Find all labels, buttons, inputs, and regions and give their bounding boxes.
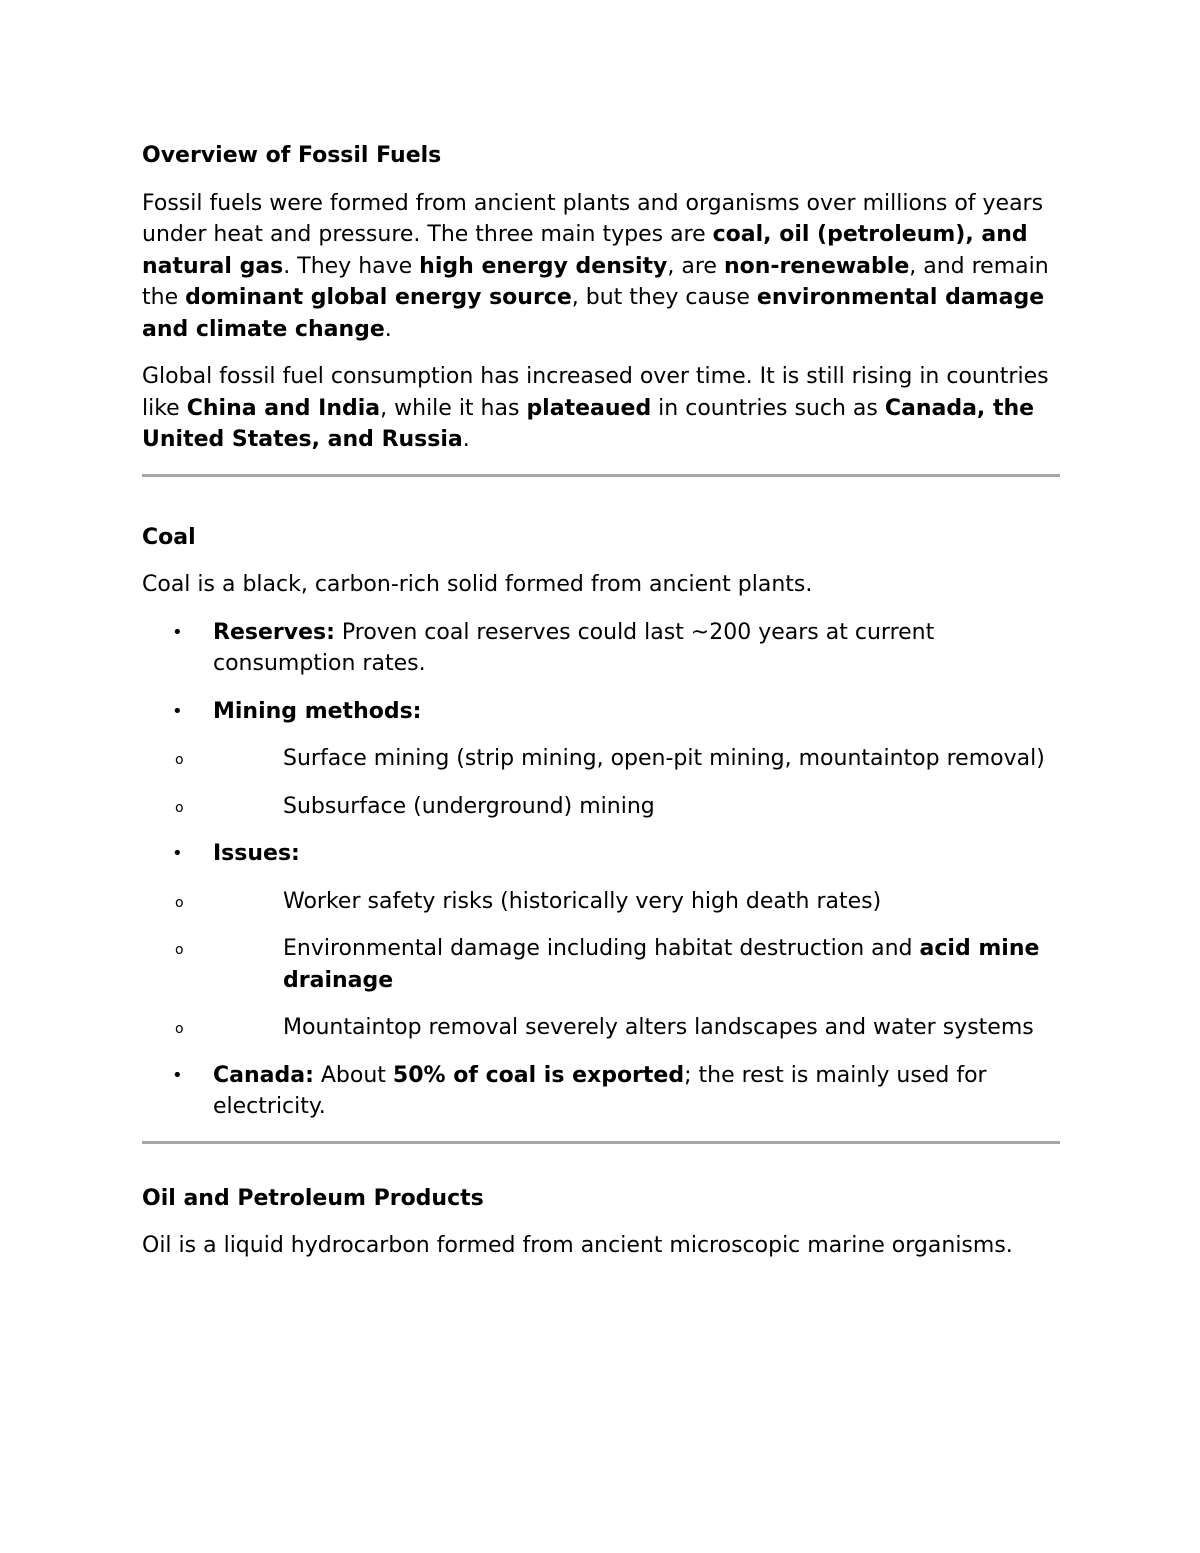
issues-sublist: [175, 886, 1060, 1044]
sublist-item: [142, 791, 1060, 823]
item-label: Canada:: [213, 1062, 314, 1088]
sublist-item-text: Mountaintop removal severely alters landscapes and water systems: [283, 1015, 1034, 1040]
sub-bullet-icon: o: [175, 942, 184, 958]
bold-run: Canada, the United States, and Russia: [142, 395, 1035, 452]
item-label: Issues:: [213, 841, 300, 866]
text-run: About: [313, 1062, 393, 1088]
text-run: , while it has: [380, 395, 527, 421]
text-run: .: [462, 427, 470, 452]
sublist-item: [142, 743, 1060, 775]
oil-intro: Oil is a liquid hydrocarbon formed from ancient microscopic marine organisms.: [142, 1233, 1013, 1258]
bullet-icon: •: [172, 700, 183, 722]
list-item-mining-methods: [142, 696, 1060, 823]
text-run: ; the rest is mainly used for electricity.: [213, 1062, 987, 1119]
coal-intro: Coal is a black, carbon-rich solid formed from ancient plants.: [142, 572, 813, 597]
section-heading-overview: Overview of Fossil Fuels: [142, 143, 442, 168]
sublist-item-text: Surface mining (strip mining, open-pit mining, mountaintop removal): [283, 746, 1045, 771]
bold-run: environmental damage and climate change: [142, 285, 1045, 342]
text-run: , and remain the: [142, 253, 1049, 310]
overview-paragraph-2: [142, 361, 1060, 456]
text-run: Environmental damage including habitat destruction and: [283, 936, 920, 961]
document-page: [142, 140, 1060, 1278]
sub-bullet-icon: o: [175, 894, 184, 911]
sublist-item: [142, 933, 1060, 996]
text-run: Global fossil fuel consumption has increased over time. It is still rising in countries like: [142, 364, 1049, 421]
bold-run: high energy density: [419, 253, 668, 279]
sublist-item: [142, 1012, 1060, 1044]
bold-run: non-renewable: [723, 253, 910, 279]
bullet-icon: •: [172, 1064, 183, 1086]
text-run: Fossil fuels were formed from ancient plants and organisms over millions of years under heat and pressure. The three main types are: [142, 190, 1044, 247]
list-item-issues: [142, 838, 1060, 1044]
text-run: in countries such as: [651, 395, 885, 421]
bold-run: 50% of coal is exported: [392, 1062, 685, 1088]
sublist-item-text: [213, 933, 1060, 996]
sub-bullet-icon: o: [175, 799, 184, 816]
section-heading-coal: Coal: [142, 524, 196, 550]
coal-bullet-list: [142, 617, 1060, 1123]
sublist-item-text: Subsurface (underground) mining: [283, 793, 655, 819]
text-run: . They have: [283, 253, 420, 279]
overview-paragraph-1: [142, 188, 1060, 346]
bold-run: coal, oil (petroleum), and natural gas: [142, 222, 1028, 279]
text-run: .: [384, 316, 392, 342]
item-text: Proven coal reserves could last ~200 years at current consumption rates.: [213, 619, 935, 676]
item-label: Reserves:: [213, 619, 335, 645]
bullet-icon: •: [172, 843, 183, 864]
item-label: Mining methods:: [213, 698, 422, 724]
bullet-icon: •: [172, 621, 183, 643]
list-item-reserves: [142, 617, 1060, 680]
sub-bullet-icon: o: [175, 1021, 184, 1037]
list-item-canada: [142, 1060, 1060, 1123]
sub-bullet-icon: o: [175, 752, 184, 768]
bold-run: plateaued: [526, 395, 652, 421]
bold-run: China and India: [186, 395, 381, 421]
bold-run: acid mine drainage: [283, 936, 1040, 993]
sublist-item-text: Worker safety risks (historically very high death rates): [283, 888, 882, 914]
sublist-item: [142, 886, 1060, 918]
bold-run: dominant global energy source: [185, 285, 572, 310]
section-heading-oil: Oil and Petroleum Products: [142, 1185, 484, 1211]
text-run: , are: [667, 253, 724, 279]
text-run: , but they cause: [571, 285, 757, 310]
mining-sublist: [175, 743, 1060, 822]
